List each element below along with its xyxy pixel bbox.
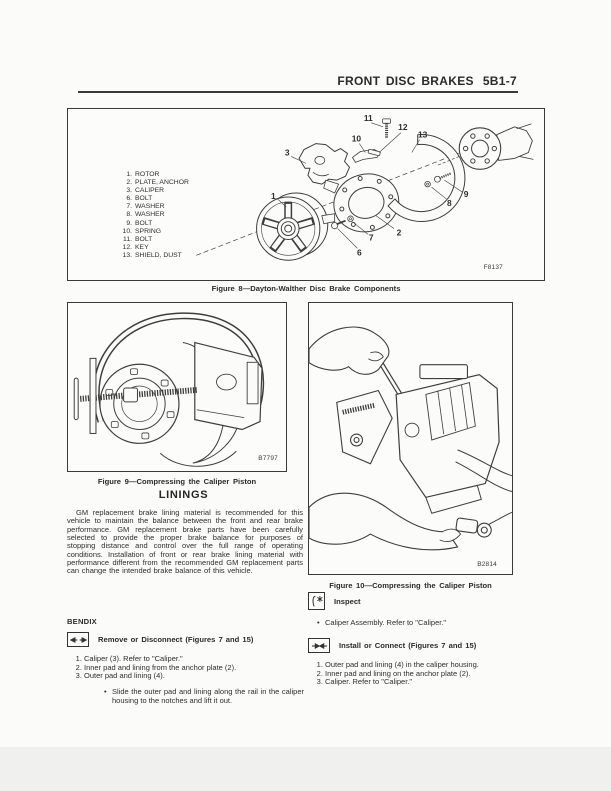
callout-12: 12 (398, 121, 408, 132)
remove-disconnect-icon (67, 632, 89, 647)
part-label: BOLT (135, 219, 153, 227)
callout-13: 13 (417, 129, 428, 140)
part-num: 6. (126, 195, 132, 203)
part-num: 8. (126, 211, 132, 219)
part-num: 9. (126, 219, 132, 227)
part-num: 3. (126, 187, 132, 195)
inspect-heading (308, 592, 361, 610)
callout-2: 2 (396, 227, 402, 238)
callout-6: 6 (357, 247, 362, 258)
part-num: 10. (122, 227, 132, 235)
remove-step: 3. Outer pad and lining (4). (84, 672, 297, 681)
inspect-label: Inspect (334, 596, 361, 606)
callout-9: 9 (463, 188, 469, 199)
install-step: 2. Inner pad and lining on the anchor plate (2). (325, 670, 508, 679)
page-edge-shade (0, 747, 611, 791)
figure10-panel (308, 302, 513, 575)
figure10-id: B2814 (477, 561, 497, 568)
caliper-pry-tool-drawing (309, 303, 512, 574)
disc-brake-exploded-drawing (68, 109, 544, 280)
header-section-title: FRONT DISC BRAKES (337, 74, 474, 88)
remove-step: 1. Caliper (3). Refer to "Caliper." (84, 655, 297, 664)
part-label: WASHER (135, 211, 165, 219)
install-connect-icon (308, 638, 330, 653)
figure8-panel (67, 108, 545, 281)
caliper-piston-clamp-drawing (68, 303, 286, 471)
remove-disconnect-label: Remove or Disconnect (Figures 7 and 15) (98, 635, 254, 644)
part-num: 11. (123, 235, 132, 243)
callout-8: 8 (446, 197, 452, 208)
remove-steps-list (67, 655, 297, 681)
part-num: 7. (126, 203, 132, 211)
part-num: 2. (126, 179, 132, 187)
install-steps-list (308, 661, 508, 687)
callout-1: 1 (271, 190, 276, 201)
header-page-code: 5B1-7 (482, 74, 517, 88)
part-num: 13. (122, 251, 132, 259)
inspect-bullet: • Caliper Assembly. Refer to "Caliper." (317, 619, 515, 628)
figure8-caption: Figure 8—Dayton-Walther Disc Brake Components (211, 284, 401, 293)
part-label: BOLT (135, 235, 153, 243)
part-label: CALIPER (135, 187, 165, 195)
part-label: SHIELD, DUST (135, 251, 182, 259)
page-title (337, 74, 517, 88)
install-step: 1. Outer pad and lining (4) in the caliper housing. (325, 661, 508, 670)
callout-11: 11 (363, 112, 373, 123)
remove-disconnect-heading (67, 632, 253, 647)
part-label: SPRING (135, 227, 162, 235)
install-connect-label: Install or Connect (Figures 7 and 15) (339, 641, 477, 650)
linings-heading: LININGS (158, 489, 209, 501)
install-connect-heading (308, 638, 476, 653)
part-label: BOLT (135, 195, 153, 203)
figure9-id: B7797 (258, 455, 278, 462)
figure9-panel (67, 302, 287, 472)
inspect-icon (308, 592, 325, 610)
remove-step: 2. Inner pad and lining from the anchor plate (2). (84, 664, 297, 673)
install-step: 3. Caliper. Refer to "Caliper." (325, 678, 508, 687)
part-label: KEY (135, 243, 149, 251)
linings-paragraph: GM replacement brake lining material is recommended for this vehicle to maintain the balance between the front and rear brake performance. GM replacement brake parts have been carefully selected to provide the proper brake balance for purposes of stopping distance and control over the full range of operating conditions. Installation of front or rear brake lining material with performance different from the recommended GM replacement parts can change the intended brake balance of this vehicle. (67, 508, 303, 576)
header-rule (78, 91, 518, 93)
bendix-subheading: BENDIX (67, 617, 97, 626)
part-label: ROTOR (135, 171, 160, 178)
figure8-id: F8137 (483, 264, 503, 271)
callout-3: 3 (284, 147, 290, 158)
part-num: 1. (126, 171, 132, 178)
figure9-caption: Figure 9—Compressing the Caliper Piston (97, 477, 257, 486)
part-num: 12. (122, 243, 132, 251)
callout-10: 10 (351, 133, 362, 144)
callout-7: 7 (368, 232, 374, 243)
part-label: WASHER (135, 203, 165, 211)
remove-note-bullet: • Slide the outer pad and lining along the rail in the caliper housing to the notches and lift it out. (104, 688, 304, 705)
figure10-caption: Figure 10—Compressing the Caliper Piston (329, 581, 492, 590)
part-label: PLATE, ANCHOR (135, 179, 189, 187)
